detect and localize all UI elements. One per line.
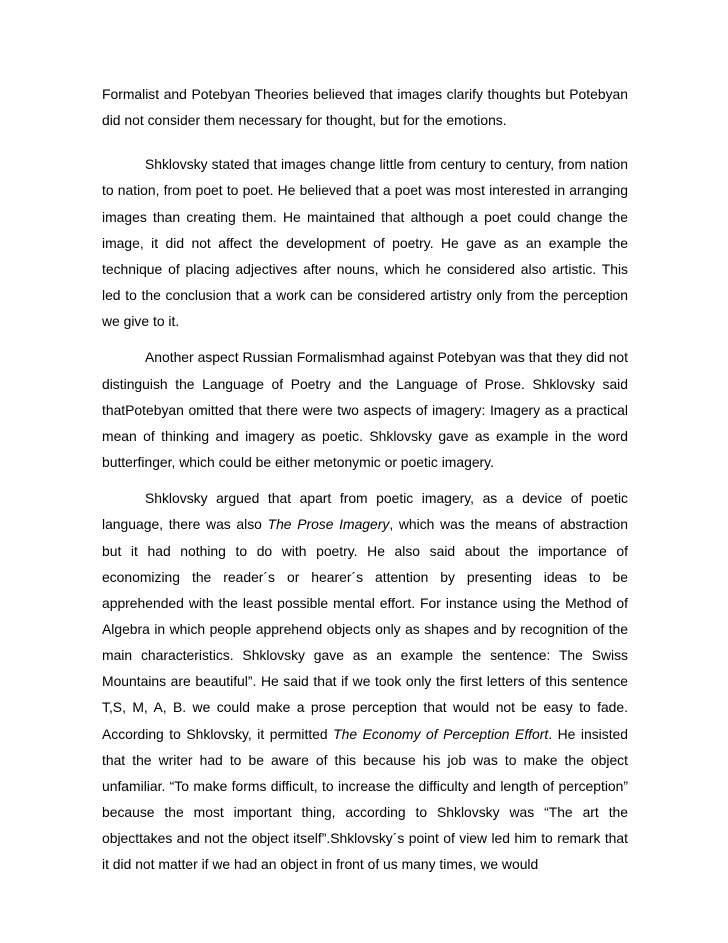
paragraph-2 — [102, 151, 628, 334]
paragraph-2-text: Shklovsky stated that images change little from century to century, from nation to nation, from poet to poet. He believed that a poet was most interested in arranging images than creating them. He maintained that although a poet could change the image, it did not affect the development of poetry. He gave as an example the technique of placing adjectives after nouns, which he considered also artistic. This led to the conclusion that a work can be considered artistry only from the perception we give to it. — [102, 156, 628, 330]
paragraph-3 — [102, 344, 628, 475]
paragraph-4-text-a: Shklovsky argued that apart from poetic imagery, as a device of poetic language, there was also — [102, 490, 628, 533]
paragraph-4-text-c: . He insisted that the writer had to be aware of this because his job was to make the object unfamiliar. “To make forms difficult, to increase the difficulty and length of perception” because the most important thing, according to Shklovsky was “The art the objecttakes and not the object itself”.Shklovsky´s point of view led him to remark that it did not matter if we had an object in front of us many times, we would — [102, 725, 628, 873]
paragraph-4-italic-prose-imagery: The Prose Imagery — [267, 516, 390, 533]
paragraph-1-text: Formalist and Potebyan Theories believed that images clarify thoughts but Potebyan did not consider them necessary for thought, but for the emotions. — [102, 86, 628, 129]
paragraph-1 — [102, 81, 628, 133]
paragraph-3-text: Another aspect Russian Formalismhad against Potebyan was that they did not distinguish the Language of Poetry and the Language of Prose. Shklovsky said thatPotebyan omitted that there were two aspects of imagery: Imagery as a practical mean of thinking and imagery as poetic. Shklovsky gave as example in the word butterfinger, which could be either metonymic or poetic imagery. — [102, 349, 628, 471]
paragraph-4 — [102, 485, 628, 877]
body-text — [102, 81, 628, 878]
paragraph-4-text-b: , which was the means of abstraction but it had nothing to do with poetry. He also said about the importance of economizing the reader´s or hearer´s attention by presenting ideas to be apprehended with the least possible mental effort. For instance using the Method of Algebra in which people apprehend objects only as shapes and by recognition of the main characteristics. Shklovsky gave as an example the sentence: The Swiss Mountains are beautiful”. He said that if we took only the first letters of this sentence T,S, M, A, B. we could make a prose perception that would not be easy to fade. According to Shklovsky, it permitted — [102, 516, 629, 742]
paragraph-4-italic-economy: The Economy of Perception Effort — [333, 725, 549, 742]
